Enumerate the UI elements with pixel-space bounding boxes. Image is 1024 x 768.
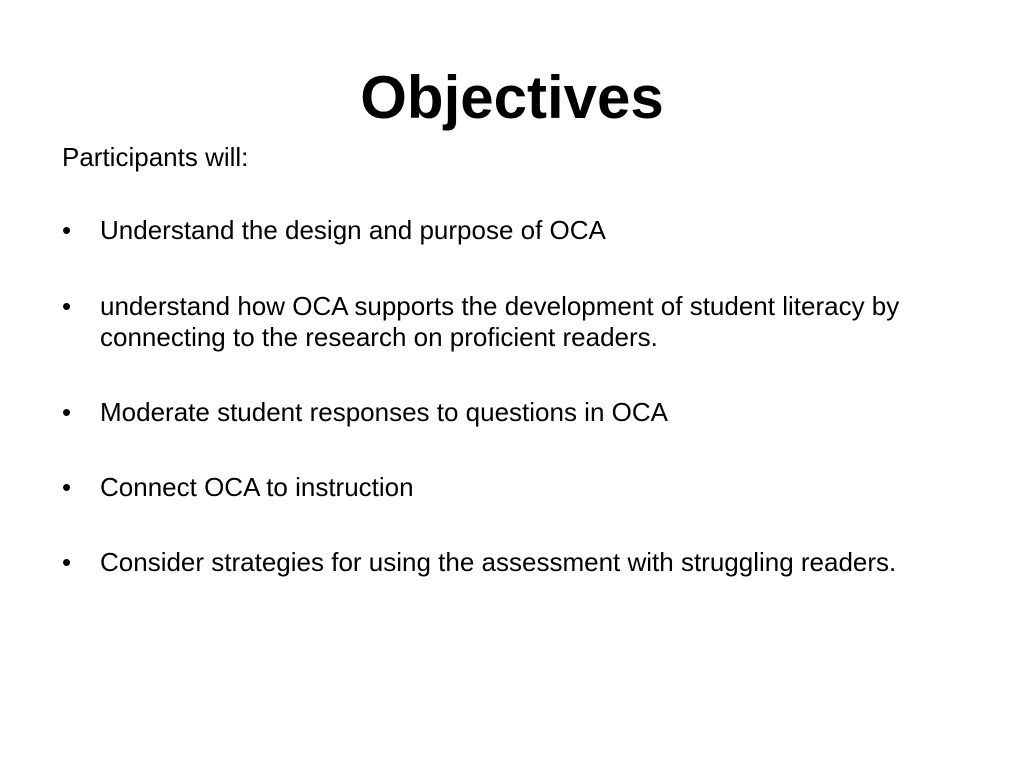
bullet-icon: •	[62, 547, 72, 577]
list-item	[62, 397, 962, 428]
intro-text: Participants will:	[62, 142, 249, 172]
slide-title: Objectives	[360, 64, 664, 131]
list-item-text: Understand the design and purpose of OCA	[100, 215, 606, 245]
list-item-text: understand how OCA supports the development of student literacy by connecting to the research on proficient readers.	[100, 291, 900, 352]
list-item-text: Consider strategies for using the assessment with struggling readers.	[100, 547, 897, 577]
bullet-icon: •	[62, 397, 72, 427]
bullet-icon: •	[62, 291, 72, 321]
list-item	[62, 215, 962, 246]
list-item	[62, 547, 962, 578]
list-item	[62, 472, 962, 503]
list-item-text: Moderate student responses to questions in OCA	[100, 397, 668, 427]
bullet-icon: •	[62, 472, 72, 502]
list-item	[62, 291, 962, 353]
bullet-icon: •	[62, 215, 72, 245]
list-item-text: Connect OCA to instruction	[100, 472, 414, 502]
